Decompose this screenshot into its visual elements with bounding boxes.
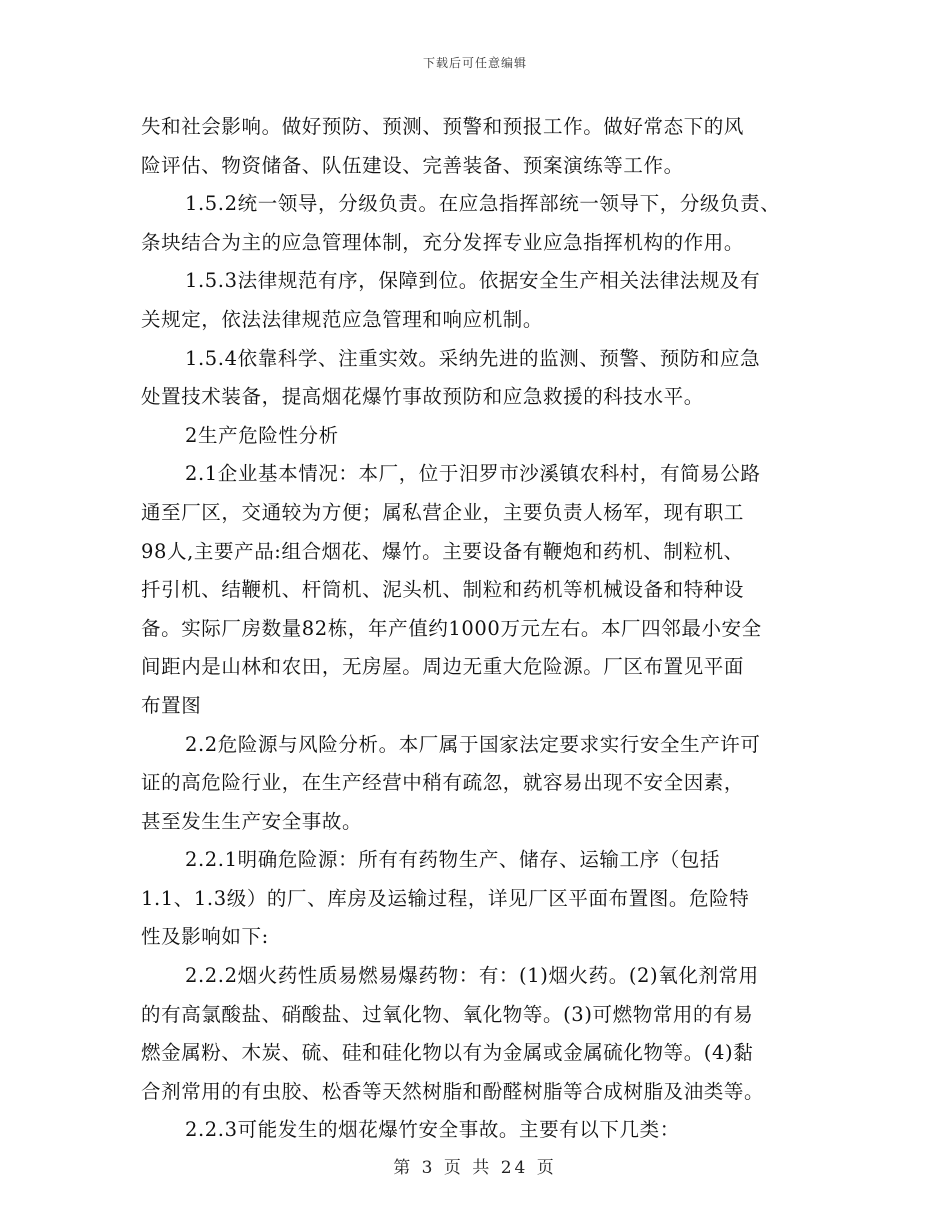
body-text-line: 1.1、1.3级）的厂、库房及运输过程，详见厂区平面布置图。危险特: [141, 886, 750, 910]
body-text-line: 1.5.4依靠科学、注重实效。采纳先进的监测、预警、预防和应急: [185, 346, 761, 370]
body-text-line: 98人,主要产品:组合烟花、爆竹。主要设备有鞭炮和药机、制粒机、: [141, 539, 744, 563]
body-text-line: 布置图: [141, 693, 202, 717]
body-text-line: 2.2.2烟火药性质易燃易爆药物：有：(1)烟火药。(2)氧化剂常用: [185, 964, 759, 988]
body-text-line: 险评估、物资储备、队伍建设、完善装备、预案演练等工作。: [141, 153, 684, 177]
body-text-line: 备。实际厂房数量82栋，年产值约1000万元左右。本厂四邻最小安全: [141, 616, 762, 640]
body-text-line: 2生产危险性分析: [185, 423, 339, 447]
body-text-line: 证的高危险行业，在生产经营中稍有疏忽，就容易出现不安全因素，: [141, 771, 745, 795]
page-number-footer: 第 3 页 共 24 页: [393, 1158, 557, 1178]
body-text-line: 1.5.2统一领导，分级负责。在应急指挥部统一领导下，分级负责、: [185, 192, 781, 216]
page-header-note: 下载后可任意编辑: [422, 56, 527, 70]
body-text-line: 2.2危险源与风险分析。本厂属于国家法定要求实行安全生产许可: [185, 732, 761, 756]
document-body: [141, 108, 831, 1150]
body-text-line: 处置技术装备，提高烟花爆竹事故预防和应急救援的科技水平。: [141, 385, 704, 409]
body-text-line: 间距内是山林和农田，无房屋。周边无重大危险源。厂区布置见平面: [141, 655, 745, 679]
body-text-line: 1.5.3法律规范有序，保障到位。依据安全生产相关法律法规及有: [185, 269, 761, 293]
body-text-line: 扦引机、结鞭机、杆筒机、泥头机、制粒和药机等机械设备和特种设: [141, 578, 745, 602]
body-text-line: 条块结合为主的应急管理体制，充分发挥专业应急指挥机构的作用。: [141, 230, 745, 254]
body-text-line: 通至厂区，交通较为方便；属私营企业，主要负责人杨军，现有职工: [141, 500, 745, 524]
body-text-line: 2.1企业基本情况：本厂，位于汨罗市沙溪镇农科村，有简易公路: [185, 462, 761, 486]
body-text-line: 2.2.1明确危险源：所有有药物生产、储存、运输工序（包括: [185, 848, 721, 872]
body-text-line: 2.2.3可能发生的烟花爆竹安全事故。主要有以下几类：: [185, 1118, 680, 1142]
body-text-line: 甚至发生生产安全事故。: [141, 809, 363, 833]
body-text-line: 燃金属粉、木炭、硫、硅和硅化物以有为金属或金属硫化物等。(4)黏: [141, 1041, 754, 1065]
body-text-line: 的有高氯酸盐、硝酸盐、过氧化物、氧化物等。(3)可燃物常用的有易: [141, 1002, 754, 1026]
body-text-line: 失和社会影响。做好预防、预测、预警和预报工作。做好常态下的风: [141, 115, 745, 138]
body-text-line: 关规定，依法法律规范应急管理和响应机制。: [141, 307, 544, 331]
body-text-line: 性及影响如下:: [141, 925, 269, 949]
body-text-line: 合剂常用的有虫胶、松香等天然树脂和酚醛树脂等合成树脂及油类等。: [141, 1079, 765, 1103]
